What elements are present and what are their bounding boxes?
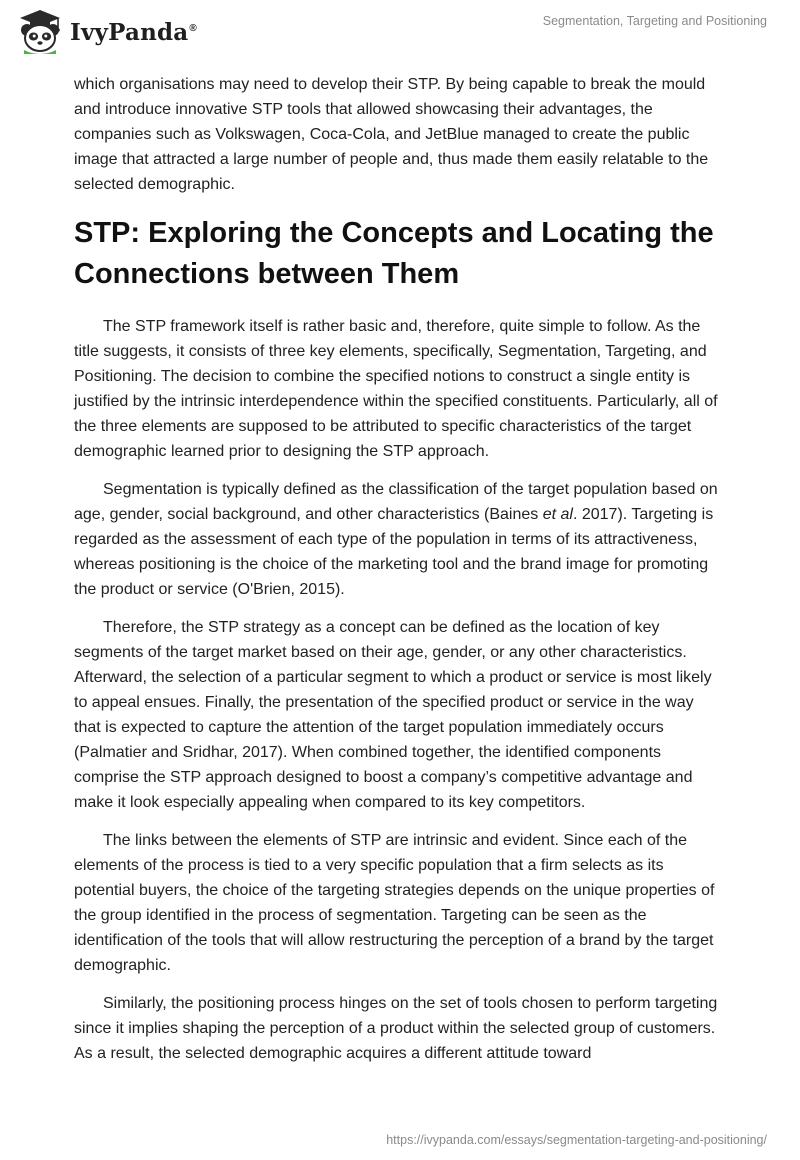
page-header (0, 0, 800, 64)
paragraph-links: The links between the elements of STP are intrinsic and evident. Since each of the elements of the process is tied to a very specific population that a firm selects as its potential buyers, the choice of the targeting strategies depends on the unique properties of the group identified in the process of segmentation. Targeting can be seen as the identification of the tools that will allow restructuring the perception of a brand by the target demographic. (74, 832, 715, 974)
brand-name: IvyPanda® (70, 18, 197, 46)
paragraph-strategy-concept: Therefore, the STP strategy as a concept can be defined as the location of key segments of the target market based on their age, gender, or any other characteristics. Afterward, the selection of a particular segment to which a product or service is most likely to appeal ensues. Finally, the presentation of the specified product or service in the way that is expected to capture the attention of the target population immediately occurs (Palmatier and Sridhar, 2017). When combined together, the identified components comprise the STP approach designed to boost a company’s competitive advantage and make it look especially appealing when compared to its key competitors. (74, 619, 712, 811)
running-title: Segmentation, Targeting and Positioning (542, 14, 767, 28)
paragraph-segmentation: Segmentation is typically defined as the classification of the target population based on age, gender, social background, and other characteristics (Baines et al. 2017). Targeting is regarded as the assessment of each type of the population in terms of its attractiveness, whereas positioning is the choice of the marketing tool and the brand image for promoting the product or service (O'Brien, 2015). (74, 481, 718, 598)
paragraph-positioning: Similarly, the positioning process hinges on the set of tools chosen to perform targeting since it implies shaping the perception of a product within the selected group of customers. As a result, the selected demographic acquires a different attitude toward (74, 995, 718, 1062)
article-body (74, 72, 724, 1079)
intro-paragraph: which organisations may need to develop their STP. By being capable to break the mould and introduce innovative STP tools that allowed showcasing their advantages, the companies such as Volkswagen, Coca-Cola, and JetBlue managed to create the public image that attracted a large number of people and, thus made them easily relatable to the selected demographic. (74, 76, 709, 193)
panda-graduate-icon (16, 8, 64, 54)
citation-et-al: et al (542, 506, 573, 523)
section-heading: STP: Exploring the Concepts and Locating the Connections between Them (74, 217, 714, 290)
registered-mark: ® (189, 22, 197, 34)
logo[interactable] (16, 8, 197, 54)
footer-url[interactable]: https://ivypanda.com/essays/segmentation-targeting-and-positioning/ (386, 1133, 767, 1147)
paragraph-framework: The STP framework itself is rather basic and, therefore, quite simple to follow. As the title suggests, it consists of three key elements, specifically, Segmentation, Targeting, and Positioning. The decision to combine the specified notions to construct a single entity is justified by the intrinsic interdependence within the specified constituents. Particularly, all of the three elements are supposed to be attributed to specific characteristics of the target demographic learned prior to designing the STP approach. (74, 318, 718, 460)
